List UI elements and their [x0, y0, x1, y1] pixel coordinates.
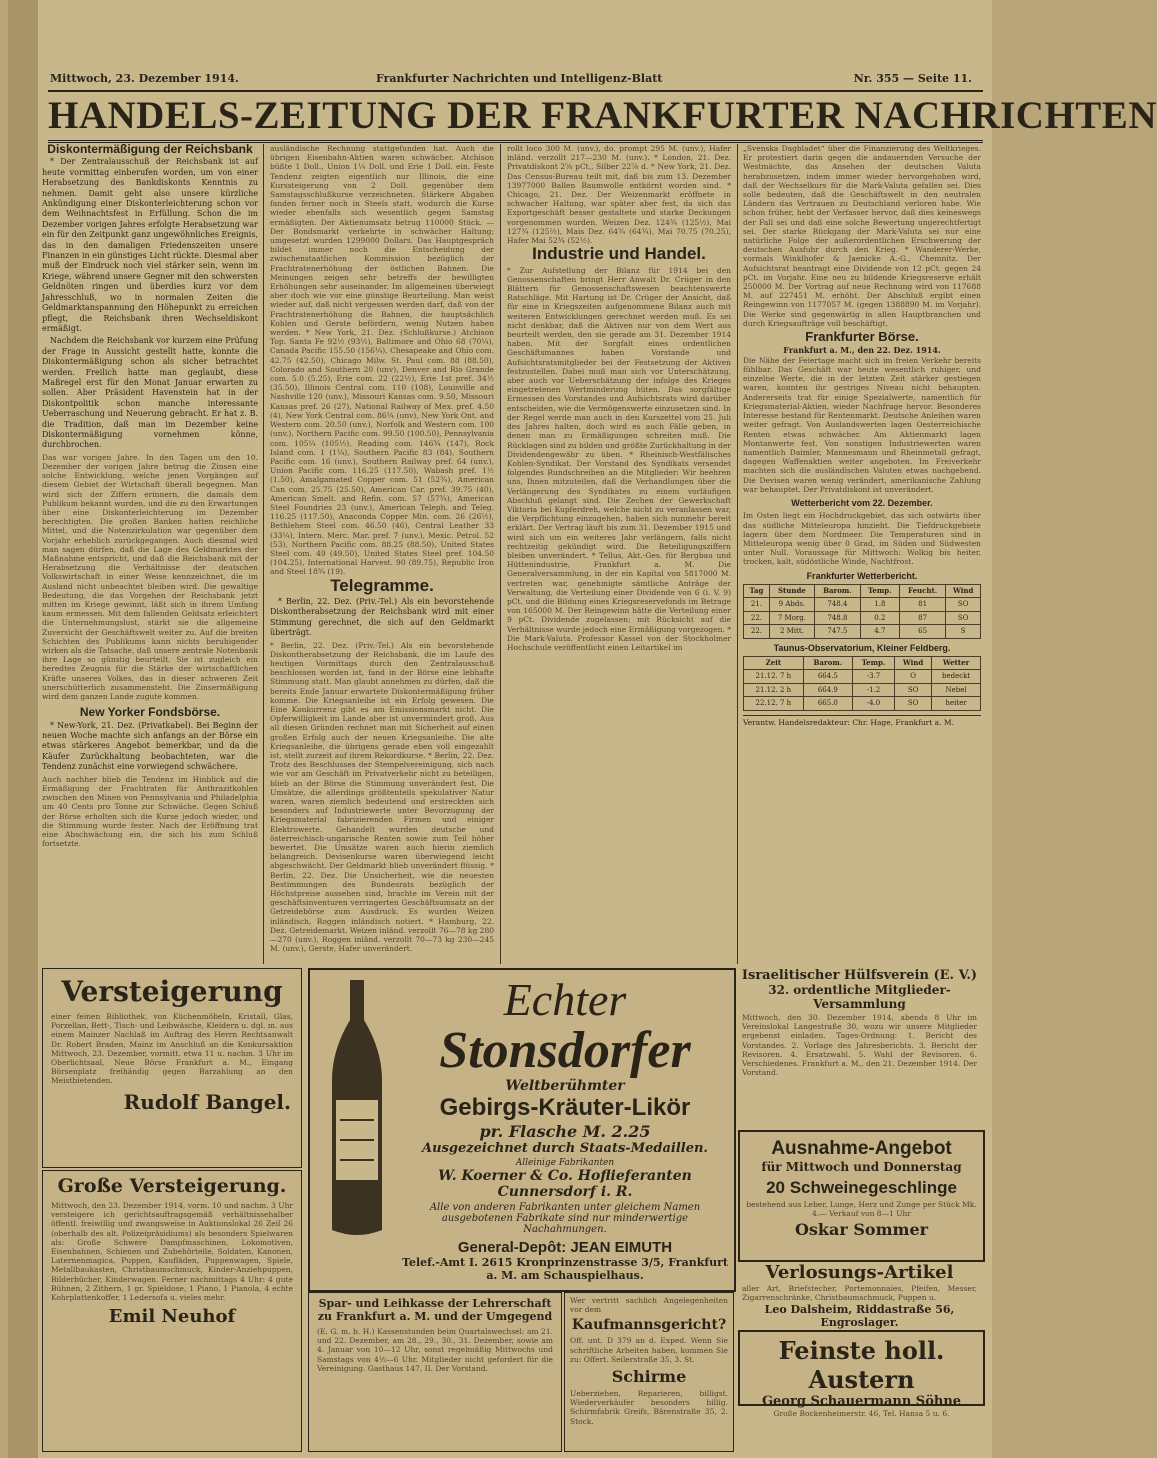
ad-stonsdorfer: Echter Stonsdorfer Weltberühmter Gebirgs-Kräuter-Likör pr. Flasche M. 2.25 Ausgezeichnet durch Staats-Medaillen. Alleinige Fabrikanten W. Koerner & Co. Hoflieferanten Cunnersdorf i. R. Alle von anderen Fabrikanten unter gleichem Namen ausgebotenen Fabrikate sind nur minderwertige Nachahmungen. General-Depôt: JEAN EIMUTH Telef.-Amt I. 2615 Kronprinzenstrasse 3/5, Frankfurt a. M. am Schauspielhaus.: [308, 968, 736, 1292]
left-margin-strip: [8, 0, 38, 1458]
text-block: Ueberziehen, Reparieren, billigst. Wiederverkäufer besonders billig. Schirmfabrik Greifs, Bärenstraße 35, 2. Stock.: [570, 1389, 728, 1426]
auction1-name: Rudolf Bangel.: [123, 1089, 291, 1114]
text-block: Das war vorigen Jahre. In den Tagen um den 10. Dezember der vorigen Jahre betrug die Zinsen eine solche Entwicklung, welche jenen Vorgängen auf diesem Gebiet der Wirtschaft überall begegnen. Man wird sich der Ziffern erinnern, die damals dem Publikum bekannt wurden, und die zu den Erwartungen über eine Diskonterleichterung im Dezember berechtigten. Die großen Banken hatten reichliche Mittel, und die Notenzirkulation war gegenüber dem Vorjahr erheblich zurückgegangen. Auch diesmal wird man sagen dürfen, daß die Lage des Geldmarktes der Maßnahme entspricht, und daß die Reichsbank mit der Herabsetzung die Verhältnisse der deutschen Volkswirtschaft in einer Weise kennzeichnet, die im Ausland nicht unbeachtet bleiben wird. Die gewaltige Bedeutung, die das Vorgehen der Reichsbank jetzt mitten im Kriege gewinnt, läßt sich in ihrem Umfang kaum ermessen. Mit dem fallenden Geldsatz erleichtert die Unternehmungslust, stärkt sie die allgemeine Zuversicht der Geschäftswelt weiter zu. Auf die breiten Schichten des Publikums kann nichts beruhigender wirken als die Tatsache, daß unsere zentrale Notenbank ihre Lage so günstig beurteilt. Sie ist zugleich ein beredtes Zeugnis für die Stärke der wirtschaftlichen Kräfte unseres Volkes, das in dieser schweren Zeit unerschütterlich zusammensteht. Die Zinsermäßigung wird dem ganzen Lande zugute kommen.: [42, 452, 258, 702]
text-block: bestehend aus Leber, Lunge, Herz und Zunge per Stück Mk. 4.— Verkauf von 8—1 Uhr: [746, 1200, 977, 1219]
article-title-telegramme: Telegramme.: [330, 575, 434, 595]
text-block: rollt loco 300 M. (unv.), do. prompt 295 M. (unv.), Hafer inländ. verzollt 217—230 M. (unv.). * London, 21. Dez. Privatdiskont 2⅝ pCt., Silber 22⅞ d. * New York, 21. Dez. Das Census-Bureau teilt mit, daß bis zum 13. Dezember 13977000 Ballen Baumwolle entkörnt worden sind. * Chicago, 21. Dez. Der Weizenmarkt eröffnete in schwacher Haltung, war später aber fest, da sich das Exportgeschäft besser gestaltete und starke Deckungen vorgenommen wurden. Weizen Dez. 124¾ (125½), Mai 127¾ (125½), Mais Dez. 64¾ (64¾), Mai 70.75 (70.25), Hafer Mai 52¾ (52½).: [507, 144, 731, 246]
text-block: Die Nähe der Feiertage macht sich im freien Verkehr bereits fühlbar. Das Geschäft war heute wesentlich ruhiger, und einzelne Werte, die in der letzten Zeit stärker gestiegen waren, konnten ihr gestriges Niveau nicht behaupten. Andererseits trat für einige Spezialwerte, namentlich für Kriegsmaterial-Aktien, wieder Nachfrage hervor. Besonderes Interesse bestand für Rentenmarkt. Deutsche Anleihen waren weiter gefragt. Von Auslandswerten lagen Oesterreichische Renten etwas schwächer. Am Aktienmarkt lagen Montanwerte fest. Von sonstigen Industriewerten waren namentlich Daimler, Mannesmann und Rheinmetall gefragt, dagegen Waffenaktien weiter angeboten. Im Freiverkehr machten sich die ausländischen Valuten etwas nachgebend. Die Devisen waren wenig verändert, amerikanische Zahlung war behauptet. Der Privatdiskont ist unverändert.: [743, 355, 981, 494]
stons-line2: Stonsdorfer: [439, 1022, 691, 1079]
austern-firm: Georg Schauermann Söhne: [761, 1394, 962, 1409]
ad-sparkasse: [308, 1292, 562, 1452]
kaufmann-title: Kaufmannsgericht?: [571, 1317, 727, 1334]
article-title-newyork: New Yorker Fondsbörse.: [79, 705, 221, 720]
ad-auction-1: [42, 968, 302, 1168]
article-text: * Der Zentralausschuß der Reichsbank ist auf heute vormittag einberufen worden, um von einer Herabsetzung des Bankdiskonts Kenntnis zu nehmen. Damit geht also unsere kürzliche Ankündigung einer Diskonterleichterung schon vor dem Weihnachtsfest in Erfüllung. Schon die im Dezember vorigen Jahres erfolgte Herabsetzung war ein für den Zeitpunkt ganz ungewöhnliches Ereignis, das in den damaligen Friedenszeiten unsere Finanzen in ein günstiges Licht rückte. Diesmal aber muß der Eindruck noch viel stärker sein, wenn im Kriege, während unsere Gegner mit den schwersten Geldnöten ringen und überdies kurz vor dem Jahresschluß, wo in normalen Zeiten die Geldmarktanspannung den Höhepunkt zu erreichen pflegt, die Reichsbank ihren Wechseldiskont ermäßigt.: [42, 157, 258, 333]
auction2-title: Große Versteigerung.: [57, 1175, 287, 1197]
column-3: [507, 144, 731, 964]
article-text: * Berlin, 22. Dez. (Priv.-Tel.) Als ein bevorstehende Diskontherabsetzung der Reichsbank wird mit einer Stimmung gerechnet, die sich auf den Geldmarkt überträgt.: [270, 596, 494, 638]
article-title-diskont: Diskontermäßigung der Reichsbank: [47, 142, 253, 156]
boerse-dateline: Frankfurt a. M., den 22. Dez. 1914.: [783, 345, 941, 356]
paper-name: Frankfurter Nachrichten und Intelligenz-Blatt: [376, 72, 663, 85]
text-block: Mittwoch, den 30. Dezember 1914, abends 8 Uhr im Vereinslokal Langestraße 30, wozu wir unsere Mitglieder ergebenst einladen. Tages-Ordnung: 1. Bericht des Vorstandes. 2. Vorlage des Jahresberichts. 3. Bericht der Revisoren. 4. Ersatzwahl. 5. Wahl der Revisoren. 6. Verschiedenes. Frankfurt a. M., den 21. Dezember 1914. Der Vorstand.: [742, 1013, 977, 1078]
angebot-firm: Oskar Sommer: [794, 1220, 929, 1240]
stons-medal: Ausgezeichnet durch Staats-Medaillen.: [422, 1141, 708, 1156]
angebot-big: 20 Schweinegeschlinge: [766, 1178, 957, 1197]
text-block: Auch nachher blieb die Tendenz im Hinblick auf die Ermäßigung der Frachtraten für Anthrazitkohlen zwischen den Minen von Pennsylvania und Philadelphia um 40 Cents pro Tonne zur Schwäche. Gegen Schluß der Börse erholten sich die Kurse jedoch wieder, und die Stimmung wurde fester. Nach der Eröffnung trat eine Abschwächung ein, die sich bis zum Schluß fortsetzte.: [42, 774, 258, 849]
text-block: * Berlin, 22. Dez. (Priv.-Tel.) Als ein bevorstehende Diskontherabsetzung der Reichsbank, die im Laufe des heutigen Vormittags durch den Zentralausschuß beschlossen worden ist, fand in der Börse eine lebhafte Stimmung statt. Man glaubt annehmen zu dürfen, daß die bereits Ende Januar erwartete Diskontermäßigung früher komme. Die Kriegsanleihe ist ein Erfolg gewesen. Die Eine Konkurrenz gibt es am Emissionsmarkt nicht. Die Opferwilligkeit im Lande aber ist unvermindert groß. Aus all diesen Gründen rechnet man mit Sicherheit auf einen großen Erfolg auch der neuen Kriegsanleihe. Die alte Kriegsanleihe, die übrigens gerade eben voll eingezahlt ist, stellt zurzeit auf ihrem Rekordkurse. * Berlin, 22. Dez. Trotz des Beschlusses der Stempelvereinigung, sich nach wie vor am Geschäft im Privatverkehr nicht zu beteiligen, blieb an der Börse die Stimmung unverändert fest. Die Umsätze, die allerdings größtenteils spekulativer Natur waren, waren ziemlich bedeutend und erstreckten sich besonders auf Industriewerte unter Bevorzugung der Kriegsmaterial fabrizierenden Firmen und einiger Elektrowerte. Gehandelt wurden deutsche und österreichisch-ungarische Renten sowie zum Teil höher bewertet. Die Umsätze waren auch hierin ziemlich belangreich. Devisenkurse waren überwiegend leicht abgeschwächt. Der Geldmarkt blieb unverändert flüssig. * Berlin, 22. Dez. Die Unsicherheit, wie die neuesten Bestimmungen des Bundesrats bezüglich der Höchstpreise aussehen sind, brachte im Verein mit der geschäftsinventuren verringerten Geschäftsumsatz an der Getreidebörse zum Ausdruck. Es wurden Weizen inländisch, Roggen inländisch notiert. * Hamburg, 22. Dez. Getreidemarkt. Weizen inländ. verzollt 76—78 kg 280—270 (unv.), Roggen inländ. verzollt 70—73 kg 230—245 M. (unv.), Gerste, Hafer unverändert.: [270, 640, 494, 954]
weather-table: Tag Stunde Barom. Temp. Feucht. Wind 21. 9 Abds. 748.4 1.8 81 SO 22. 7 Morg. 748.8 0.2 87 SO 22. 2 Mitt. 747.5 4.7 65 S: [743, 584, 981, 639]
angebot-sub: für Mittwoch und Donnerstag: [761, 1160, 962, 1174]
article-text: Nachdem die Reichsbank vor kurzem eine Prüfung der Frage in Aussicht gestellt hatte, konnte die Diskontermäßigung schon als sicher betrachtet werden. Freilich hatte man geglaubt, diese Maßregel erst für den Monat Januar erwarten zu sollen. Aber Präsident Havenstein hat in der Diskontpolitik schon manche interessante Ueberraschung und Neuerung gebracht. Er hat z. B. die Tradition, daß man im Dezember keine Diskontermäßigung vornehmen könne, durchbrochen.: [42, 336, 258, 450]
verlosung-title: Verlosungs-Artikel: [765, 1262, 954, 1283]
column-1: [42, 142, 258, 849]
newspaper-page: [8, 0, 1157, 1458]
article-text: * New-York, 21. Dez. (Privatkabel). Bei Beginn der neuen Woche machte sich anfangs an der Börse ein etwas stärkeres Angebot bemerkbar, und da die Käufer Zurückhaltung beobachteten, war die Tendenz zunächst eine vorwiegend schwächere.: [42, 720, 258, 772]
ad-auction-2: [42, 1170, 302, 1452]
text-block: „Svenska Dagbladet“ über die Finanzierung des Weltkrieges. Er protestiert darin gegen die andauernden Versuche der Westmächte, das Ansehen der deutschen Valuta herabzusetzen, indem immer wieder hervorgehoben wird, daß der Wechselkurs für die Mark-Valuta gefallen sei. Dies solle bedeuten, daß die Geschäftswelt in den neutralen Ländern das Vertrauen zu Deutschland verloren habe. Wie schon früher, hebt der Verfasser hervor, daß dies keineswegs der Fall sei und daß eine solche Bewertung ungerechtfertigt sei. Der starke Rückgang der Mark-Valuta sei nur eine natürliche Folge der außerordentlichen Erschwerung der deutschen Ausfuhr durch den Krieg. * Wanderer-Werke, vormals Winklhofer & Jaenicke A.-G., Chemnitz. Der Aufsichtsrat beantragt eine Dividende von 12 pCt. gegen 24 pCt. im Vorjahr. Eine neu zu bildende Kriegsreserve erhält 250000 M. Der Vortrag auf neue Rechnung wird von 117688 M. auf 227451 M. erhöht. Der Abschluß ergibt einen Reingewinn von 1177057 M. (gegen 1388890 M. im Vorjahr). Die Werke sind gegenwärtig in allen Hauptbranchen und durch Kriegsaufträge voll beschäftigt.: [743, 144, 981, 328]
stons-product: Gebirgs-Kräuter-Likör: [439, 1094, 691, 1121]
text-block: Off. unt. D 379 an d. Exped. Wenn Sie schriftliche Arbeiten haben, kommen Sie zu: Offert. Seilerstraße 35, 3. St.: [570, 1336, 728, 1364]
isr-sub: 32. ordentliche Mitglieder-Versammlung: [768, 983, 951, 1011]
text-block: Im Osten liegt ein Hochdruckgebiet, das sich ostwärts über das südliche Mitteleuropa hinzieht. Die Tiefdruckgebiete lagern über dem Nordmeer. Die Temperaturen sind in Mitteleuropa wenig über 0 Grad, im Süden und Südwesten unter Null. Voraussage für Mittwoch: Wolkig bis heiter, trocken, kalt, südöstliche Winde, Nachtfrost.: [743, 511, 981, 567]
ad-small-column: [564, 1292, 734, 1452]
stons-price: pr. Flasche M. 2.25: [479, 1122, 651, 1141]
ad-israelitischer-verein: [738, 968, 981, 1128]
auction2-name: Emil Neuhof: [108, 1306, 236, 1328]
bottle-image: [322, 980, 392, 1240]
text-block: ausländische Rechnung stattgefunden hat. Auch die übrigen Eisenbahn-Aktien waren schwächer. Atchison büßte 1 Doll., Union 1¼ Doll. und Erie 1 Doll. ein. Feste Tendenz zeigten eigentlich nur Illinois, die eine Kurssteigerung von 2 Doll. gegenüber dem Samstagsschlußkurse verzeichneten. Stärkere Abgaben fanden ferner noch in Steels statt, wodurch die Kurse wieder ebenfalls sich wesentlich gegen Samstag ermäßigten. Der Aktienumsatz betrug 110000 Stück. — Der Bondsmarkt verkehrte in schwächer Haltung; umgesetzt wurden 1299000 Dollars. Das Hauptgespräch bildet immer noch die Entscheidung der zwischenstaatlichen Kommission bezüglich der Frachtratenerhöhung der östlichen Bahnen. Die Meinungen zeigen sehr betreffs der bewilligten Erhöhungen sehr auseinander. Im allgemeinen überwiegt aber doch wie vor eine günstige Beurteilung. Man weist wieder auf, daß nicht vergessen werden darf, daß von der Frachtratenerhöhung die Bahnen, die hauptsächlich Kohlen und Gerste befördern, wenig Nutzen haben werden. * New York, 21. Dez. (Schlußkurse.) Atchison Top. Santa Fe 92½ (93½), Baltimore and Ohio 68 (70¼), Canada Pacific 155.50 (156¼), Chesapeake and Ohio com. 42.75 (42.50), Chicago Milw. St. Paul com. 88 (88.50), Colorado and Southern 20 (unv), Denver and Rio Grande com. 5.0 (5.25), Erie com. 22 (22½), Erie 1st pref. 34½ (35.50), Illinois Central com. 110 (108), Louisville and Nashville 120 (unv.), Missouri Kansas com. 9.50, Missouri Kansas pref. 26 (27), National Railway of Mex. pref. 4.50 (4), New York Central com. 86¼ (unv), New York Ont. and Western com. 20.50 (unv.), Norfolk and Western com. 100 (unv.), Northern Pacific com. 99.50 (100.50), Pennsylvania com. 105¼ (105½), Reading com. 146¾ (147), Rock Island com. 1 (1¼), Southern Pacific 83 (84), Southern Pacific com. 16 (unv.), Southern Railway pref. 64 (unv.), Union Pacific com. 116.25 (117.50), Wabash pref. 1½ (1.50), Amalgamated Copper com. 51 (52¾), American Can com. 25.75 (25.50), American Car. pref. 39.75 (40), American Smelt. and Refin. com. 57 (57¾), American Steel Foundries 23 (unv.), American Teleph. and Teleg. 116.25 (117.50), Anaconda Copper Min. com. 26 (26½), Bethlehem Steel com. 46.50 (46), Central Leather 33 (33¼), Intern. Merc. Mar. pref. 7 (unv.), Mexic. Petrol. 52 (53), Northern Pacific com. 88.25 (88.50), United States Steel com. 49 (49.50), United States Steel pref. 104.50 (104.25), International Harvest. 90 (89.75), Republic Iron and Steel 18¾ (19).: [270, 144, 494, 577]
ad-verlosung: [738, 1262, 981, 1330]
column-4: [743, 144, 981, 964]
weather-title: Wetterbericht vom 22. Dezember.: [791, 497, 933, 508]
spar-title: Spar- und Leihkasse der Lehrerschaft zu Frankfurt a. M. und der Umgegend: [317, 1297, 553, 1323]
taunus-title: Taunus-Observatorium, Kleiner Feldberg.: [773, 642, 951, 653]
stons-firm: W. Koerner & Co. Hoflieferanten Cunnersdorf i. R.: [438, 1168, 692, 1200]
text-block: einer feinen Bibliothek, von Küchenmöbeln, Kristall, Glas, Porzellan, Bett-, Tisch- und Leibwäsche, Kleidern u. dgl. m. aus einem Mainzer Nachlaß im Auftrag des Herrn Rechtsanwalt Dr. Robert Braden, Mainz im Anschluß an die Konkursaktion Mittwoch, 23. Dezember, vormitt. etwa 11 u. nachm. 3 Uhr im Oberlichtsaal, Neue Börse Frankfurt a. M., Eingang Börsenplatz freihändig gegen Barzahlung an den Meistbietenden.: [51, 1012, 293, 1086]
text-block: Wer vertritt sachlich Angelegenheiten vor dem: [570, 1296, 728, 1315]
weather-report-title: Frankfurter Wetterbericht.: [806, 570, 918, 581]
issue-date: Mittwoch, 23. Dezember 1914.: [50, 72, 239, 85]
auction1-title: Versteigerung: [61, 975, 283, 1008]
text-block: Große Bockenheimerstr. 46, Tel. Hansa 5 u. 6.: [773, 1409, 950, 1418]
article-title-industrie: Industrie und Handel.: [532, 244, 706, 264]
masthead: [48, 90, 1157, 143]
page-number: Nr. 355 — Seite 11.: [853, 72, 972, 85]
text-block: (E. G. m. b. H.) Kassenstunden beim Quartalswechsel: am 21. und 22. Dezember, am 28., 29., 30., 31. Dezember, sowie am 4. Januar von 10—12 Uhr, sonst regelmäßig Mittwochs und Samstags von 4½—6 Uhr. Mitglieder nicht gefordert für die Vereinigung. Gasthaus 147, II. Der Vorstand.: [317, 1327, 553, 1373]
masthead-title: HANDELS-ZEITUNG DER FRANKFURTER NACHRICHTEN: [48, 94, 1157, 137]
column-2: [270, 144, 494, 964]
schirme-title: Schirme: [611, 1367, 687, 1387]
verlosung-firm: Leo Dalsheim, Riddastraße 56, Engroslager.: [764, 1303, 955, 1330]
ad-ausnahme-angebot: [738, 1130, 985, 1262]
text-block: * Zur Aufstellung der Bilanz für 1914 bei den Genossenschaften bringt Herr Anwalt Dr. Crüger in den Blättern für Genossenschaftswesen beachtenswerte Ratschläge. Mit Hartung ist Dr. Crüger der Ansicht, daß für eine in Kriegszeiten aufgenommene Bilanz auch mit weiteren Entwicklungen gerechnet werden muß. Es sei nicht denkbar, daß die Aktiven nur von dem Wert aus beurteilt werden, den sie gerade am 31. Dezember 1914 haben. Mit der Sorgfalt eines ordentlichen Geschäftsmannes haben Vorstande und Aufsichtsratsmitglieder bei der Festsetzung der Aktiven festzustellen. Dabei muß man sich vor Unterschätzung, aber auch vor Ueberschätzung der infolge des Krieges eingetretenen Wertminderung hüten. Das sorgfältige Ermessen des Vorstandes und Aufsichtsrats wird darüber entscheiden, wie die Vermögenswerte einzusetzen sind. In der Regel werde man auch in den Kurszettel vom 25. Juli des Jahres halten, doch wird es auch Fälle geben, in denen man zu Ermäßigungen schreiten muß. Die Rücklagen sind zu bilden und größte Zurückhaltung in der Dividendengewähr zu üben. * Rheinisch-Westfälisches Kohlen-Syndikat. Der Vorstand des Syndikats versendet folgendes Rundschreiben an die Mitglieder: Wir beehren uns, Ihnen mitzuteilen, daß die Verhandlungen über die Verlängerung des Syndikates zu einem vorläufigen Abschluß gelangt sind. Die Zechen der Gewerkschaft Viktoria bei Kupferdreh, welche nicht zu veranlassen war, die Verpflichtung einzugehen, haben sich nunmehr bereit erklärt. Der Vertrag läuft bis zum 31. Dezember 1915 und wird sich um ein weiteres Jahr verlängern, falls nicht rechtzeitig gekündigt wird. Die Beteiligungsziffern bleiben unverändert. * Tellus, Akt.-Ges. für Bergbau und Hüttenindustrie, Frankfurt a. M. Die Generalversammlung, in der ein Kapital von 5817000 M. vertreten war, genehmigte sämtliche Anträge der Verwaltung, die Verteilung einer Dividende von 6 (i. V. 9) pCt. und die Bildung eines Kriegsreservefonds im Betrage von 165000 M. Der Reingewinn hätte die Verteilung einer 9 pCt. Dividende zugelassen; mit Rücksicht auf die Verhältnisse wurde jedoch eine Ermäßigung vorgezogen. * Die Mark-Valuta. Professor Kassel von der Stockholmer Hochschule veröffentlicht einen Leitartikel im: [507, 265, 731, 652]
article-title-boerse: Frankfurter Börse.: [805, 329, 919, 345]
ad-austern: [738, 1330, 985, 1418]
stons-line1: Echter: [503, 974, 627, 1025]
page-header-line: [50, 72, 980, 88]
taunus-table: Zeit Barom. Temp. Wind Wetter 21.12. 7 h 664.5 -3.7 O bedeckt 21.12. 2 h 664.9 -1.2 SO Nebel 22.12. 7 h 665.0 -4.0 SO heiter: [743, 656, 981, 711]
stons-sub: Weltberühmter: [505, 1078, 625, 1094]
text-block: Mittwoch, den 23. Dezember 1914, vorm. 10 und nachm. 3 Uhr versteigere ich gerichtsauftragsgemäß verhältnissehalber öffentl. freiwillig und zwangsweise in Auktionslokal 26 Zeil 26 (oberhalb des alt. Polizeipräsidiums) als besonders Spielwaren als: Große Schwere Dampfmaschinen, Lokomotiven, Eisenbahnen, Schienen und Zubehörteile, Soldaten, Kanonen, Laternenmagica, Puppen, Kaufläden, Puppenwagen, Spiele, Metallbaukasten, Christbaumschmuck, Kinder-Anziehpuppen, Bilderbücher, Kinderwagen. Ferner nachmittags 4 Uhr: 4 gute Bühnen, 2 Zithern, 1 gr. Spieldose, 1 Piano, 1 Pianola, 4 echte Kohrplattenkoffer, 1 Ledersofa u. vieles mehr.: [51, 1201, 293, 1303]
text-block: aller Art, Briefstecher, Portemonnaies, Pfeifen, Messer, Zigarrenschränke, Christbaumschmuck, Puppen u.: [742, 1284, 977, 1303]
editor-line: Verantw. Handelsredakteur: Chr. Hage, Frankfurt a. M.: [743, 715, 981, 728]
isr-title: Israelitischer Hülfsverein (E. V.): [741, 968, 978, 983]
stons-depot: General-Depôt: JEAN EIMUTH: [457, 1239, 673, 1256]
austern-title: Feinste holl. Austern: [778, 1336, 945, 1394]
angebot-title: Ausnahme-Angebot: [771, 1138, 952, 1159]
